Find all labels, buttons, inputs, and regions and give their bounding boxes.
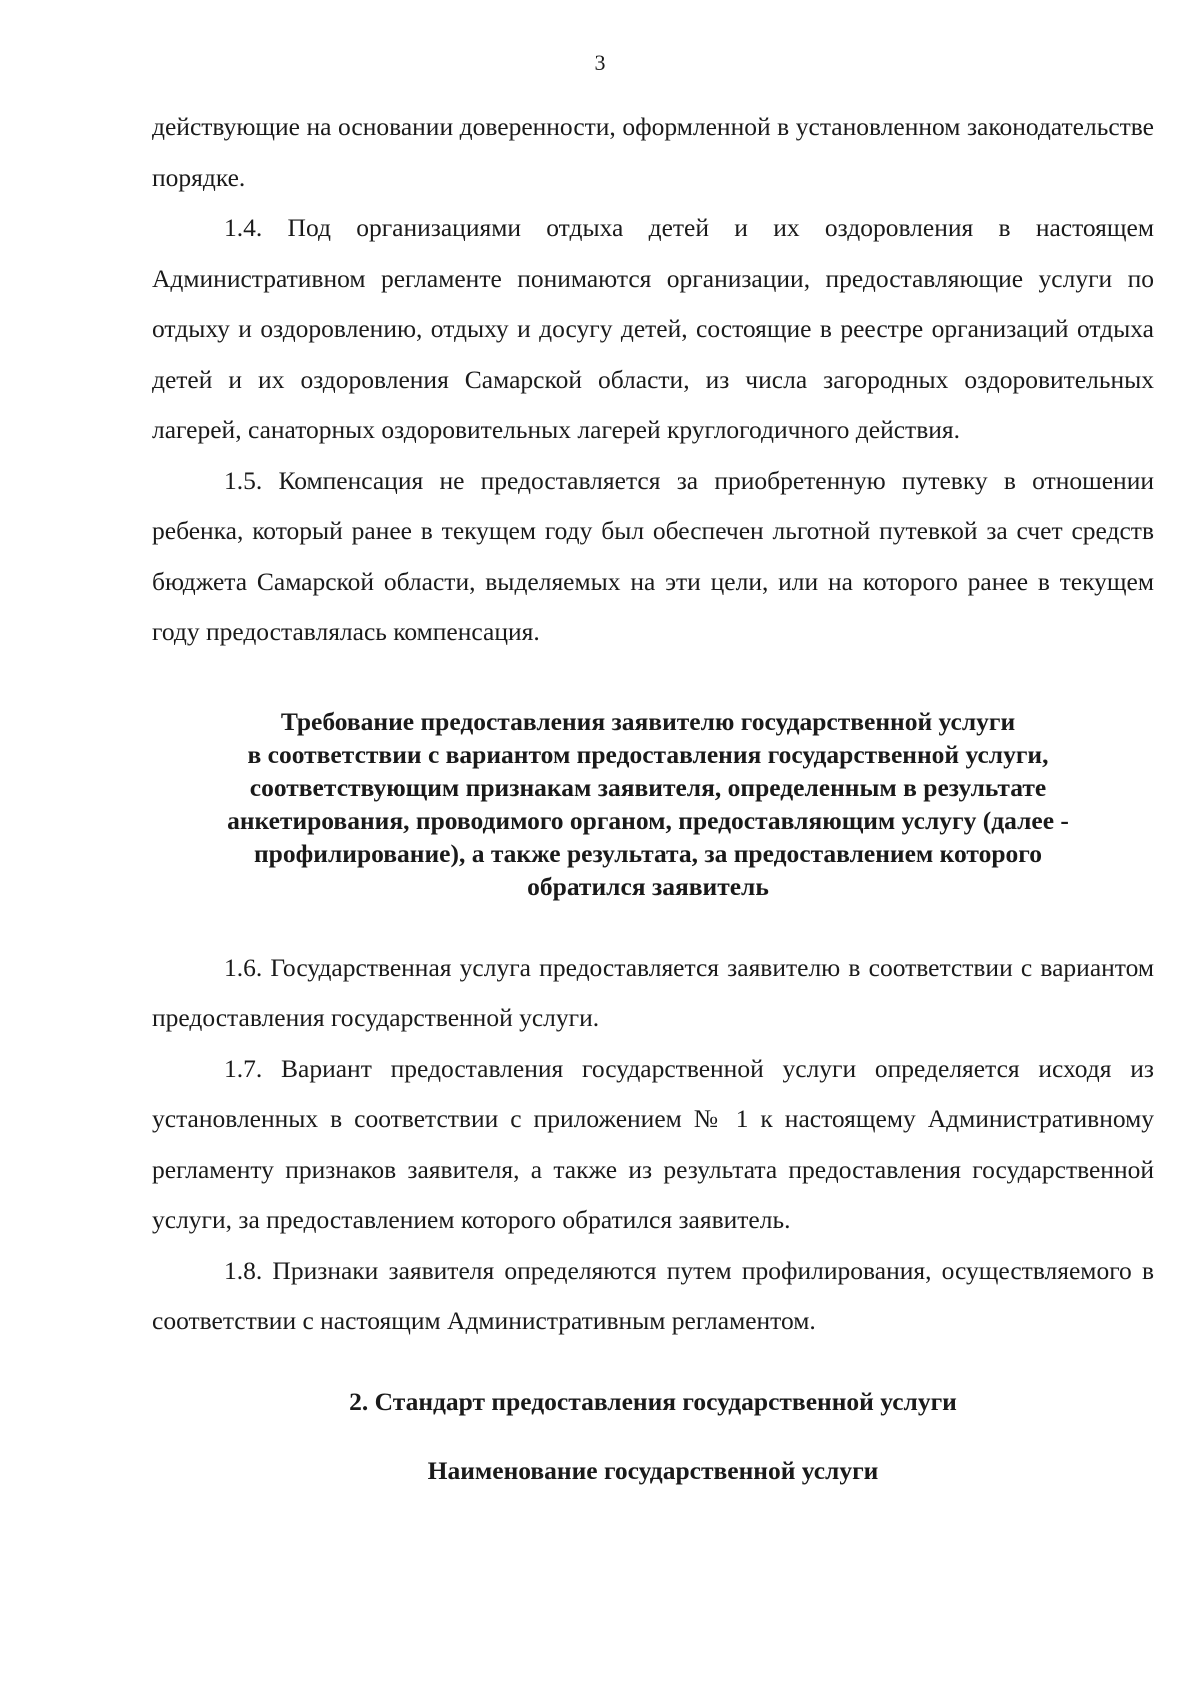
heading-line: соответствующим признакам заявителя, определенным в результате	[249, 772, 1047, 802]
heading-line: анкетирования, проводимого органом, предоставляющим услугу (далее -	[227, 805, 1069, 835]
paragraph-continuation: действующие на основании доверенности, оформленной в установленном законодательстве порядке.	[152, 112, 1154, 192]
heading-line: обратился заявитель	[527, 871, 769, 901]
service-name-heading: Наименование государственной услуги	[427, 1455, 879, 1485]
heading-line: профилирование), а также результата, за предоставлением которого	[253, 838, 1042, 868]
paragraph-1-8: 1.8. Признаки заявителя определяются путем профилирования, осуществляемого в соответствии с настоящим Административным регламентом.	[152, 1255, 1154, 1335]
paragraph-1-4: 1.4. Под организациями отдыха детей и их оздоровления в настоящем Административном регламенте понимаются организации, предоставляющие услуги по отдыху и оздоровлению, отдыху и досугу детей, состоящие в реестре организаций отдыха детей и их оздоровления Самарской области, из числа загородных оздоровительных лагерей, санаторных оздоровительных лагерей круглогодичного действия.	[152, 213, 1154, 444]
paragraph-1-5: 1.5. Компенсация не предоставляется за приобретенную путевку в отношении ребенка, который ранее в текущем году был обеспечен льготной путевкой за счет средств бюджета Самарской области, выделяемых на эти цели, или на которого ранее в текущем году предоставлялась компенсация.	[152, 465, 1154, 646]
paragraph-1-6: 1.6. Государственная услуга предоставляется заявителю в соответствии с вариантом предоставления государственной услуги.	[152, 952, 1154, 1032]
paragraph-1-7: 1.7. Вариант предоставления государственной услуги определяется исходя из установленных в соответствии с приложением № 1 к настоящему Административному регламенту признаков заявителя, а также из результата предоставления государственной услуги, за предоставлением которого обратился заявитель.	[152, 1053, 1154, 1234]
heading-line: в соответствии с вариантом предоставления государственной услуги,	[247, 739, 1049, 769]
document-body	[152, 102, 1154, 1488]
heading-line: Требование предоставления заявителю государственной услуги	[280, 706, 1016, 736]
requirement-heading	[152, 705, 1154, 903]
section-2-heading: 2. Стандарт предоставления государственной услуги	[349, 1386, 957, 1416]
page-number: 3	[594, 50, 606, 75]
